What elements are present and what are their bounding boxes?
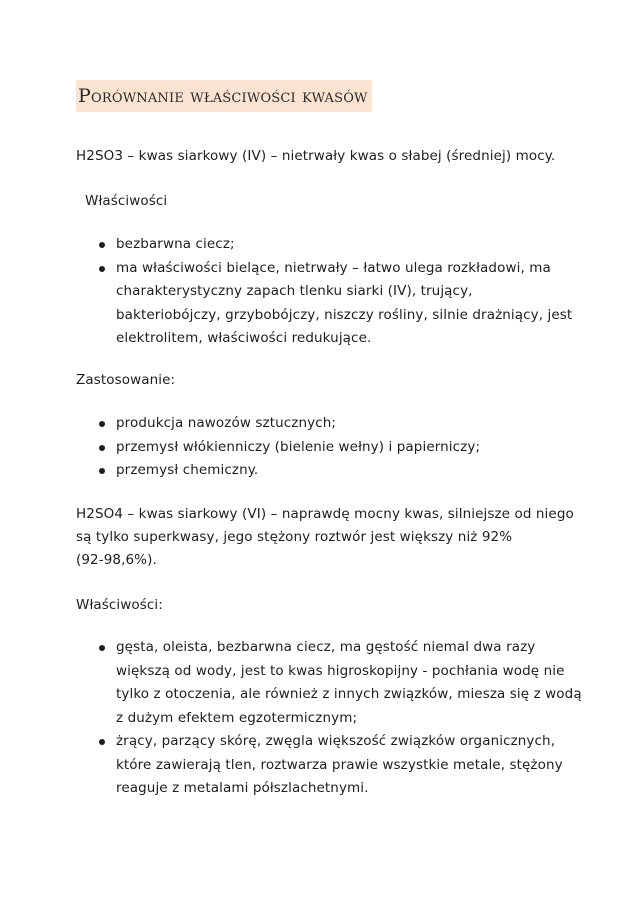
h2so4-intro-line-1: H2SO4 – kwas siarkowy (VI) – naprawdę mocny kwas, silniejsze od niego — [76, 506, 574, 522]
list-item-line: bakteriobójczy, grzybobójczy, niszczy rośliny, silnie drażniący, jest — [116, 306, 573, 323]
h2so4-properties-list — [78, 636, 582, 801]
h2so4-intro-line-2: są tylko superkwasy, jego stężony roztwór jest większy niż 92% — [76, 529, 513, 545]
list-item — [78, 233, 572, 257]
list-item — [78, 257, 572, 351]
list-item-line: gęsta, oleista, bezbarwna ciecz, ma gęstość niemal dwa razy — [116, 639, 536, 655]
list-item-line: produkcja nawozów sztucznych; — [116, 415, 337, 431]
list-item-line: reaguje z metalami półszlachetnymi. — [116, 780, 369, 796]
h2so4-properties-heading: Właściwości: — [76, 597, 163, 613]
h2so4-intro-line-3: (92-98,6%). — [76, 552, 157, 568]
h2so3-properties-heading: Właściwości — [85, 193, 168, 209]
h2so3-intro: H2SO3 – kwas siarkowy (IV) – nietrwały kwas o słabej (średniej) mocy. — [76, 148, 556, 164]
h2so3-uses-heading: Zastosowanie: — [76, 372, 176, 388]
list-item-line: przemysł włókienniczy (bielenie wełny) i papierniczy; — [116, 438, 481, 455]
page-title: Porównanie właściwości kwasów — [78, 85, 368, 107]
list-item-line: przemysł chemiczny. — [116, 462, 259, 478]
list-item — [78, 436, 480, 460]
list-item-line: tylko z otoczenia, ale również z innych związków, miesza się z wodą — [116, 686, 582, 702]
list-item — [78, 459, 480, 483]
list-item — [78, 730, 582, 801]
list-item-line: bezbarwna ciecz; — [116, 236, 235, 252]
list-item-line: z dużym efektem egzotermicznym; — [116, 709, 358, 726]
list-item-line: charakterystyczny zapach tlenku siarki (IV), trujący, — [116, 283, 473, 299]
bullet-icon — [99, 468, 105, 474]
bullet-icon — [99, 266, 105, 272]
list-item-line: większą od wody, jest to kwas higroskopijny - pochłania wodę nie — [116, 662, 565, 679]
bullet-icon — [99, 242, 105, 248]
list-item — [78, 636, 582, 730]
title-highlight — [76, 80, 372, 112]
list-item-line: żrący, parzący skórę, zwęgla większość związków organicznych, — [116, 733, 556, 749]
list-item-line: elektrolitem, właściwości redukujące. — [116, 330, 372, 346]
bullet-icon — [99, 739, 105, 745]
h2so3-uses-list — [78, 412, 480, 483]
h2so3-properties-list — [78, 233, 572, 351]
bullet-icon — [99, 645, 105, 651]
list-item-line: które zawierają tlen, roztwarza prawie wszystkie metale, stężony — [116, 756, 563, 773]
bullet-icon — [99, 445, 105, 451]
list-item-line: ma właściwości bielące, nietrwały – łatwo ulega rozkładowi, ma — [116, 259, 551, 276]
bullet-icon — [99, 421, 105, 427]
list-item — [78, 412, 480, 436]
